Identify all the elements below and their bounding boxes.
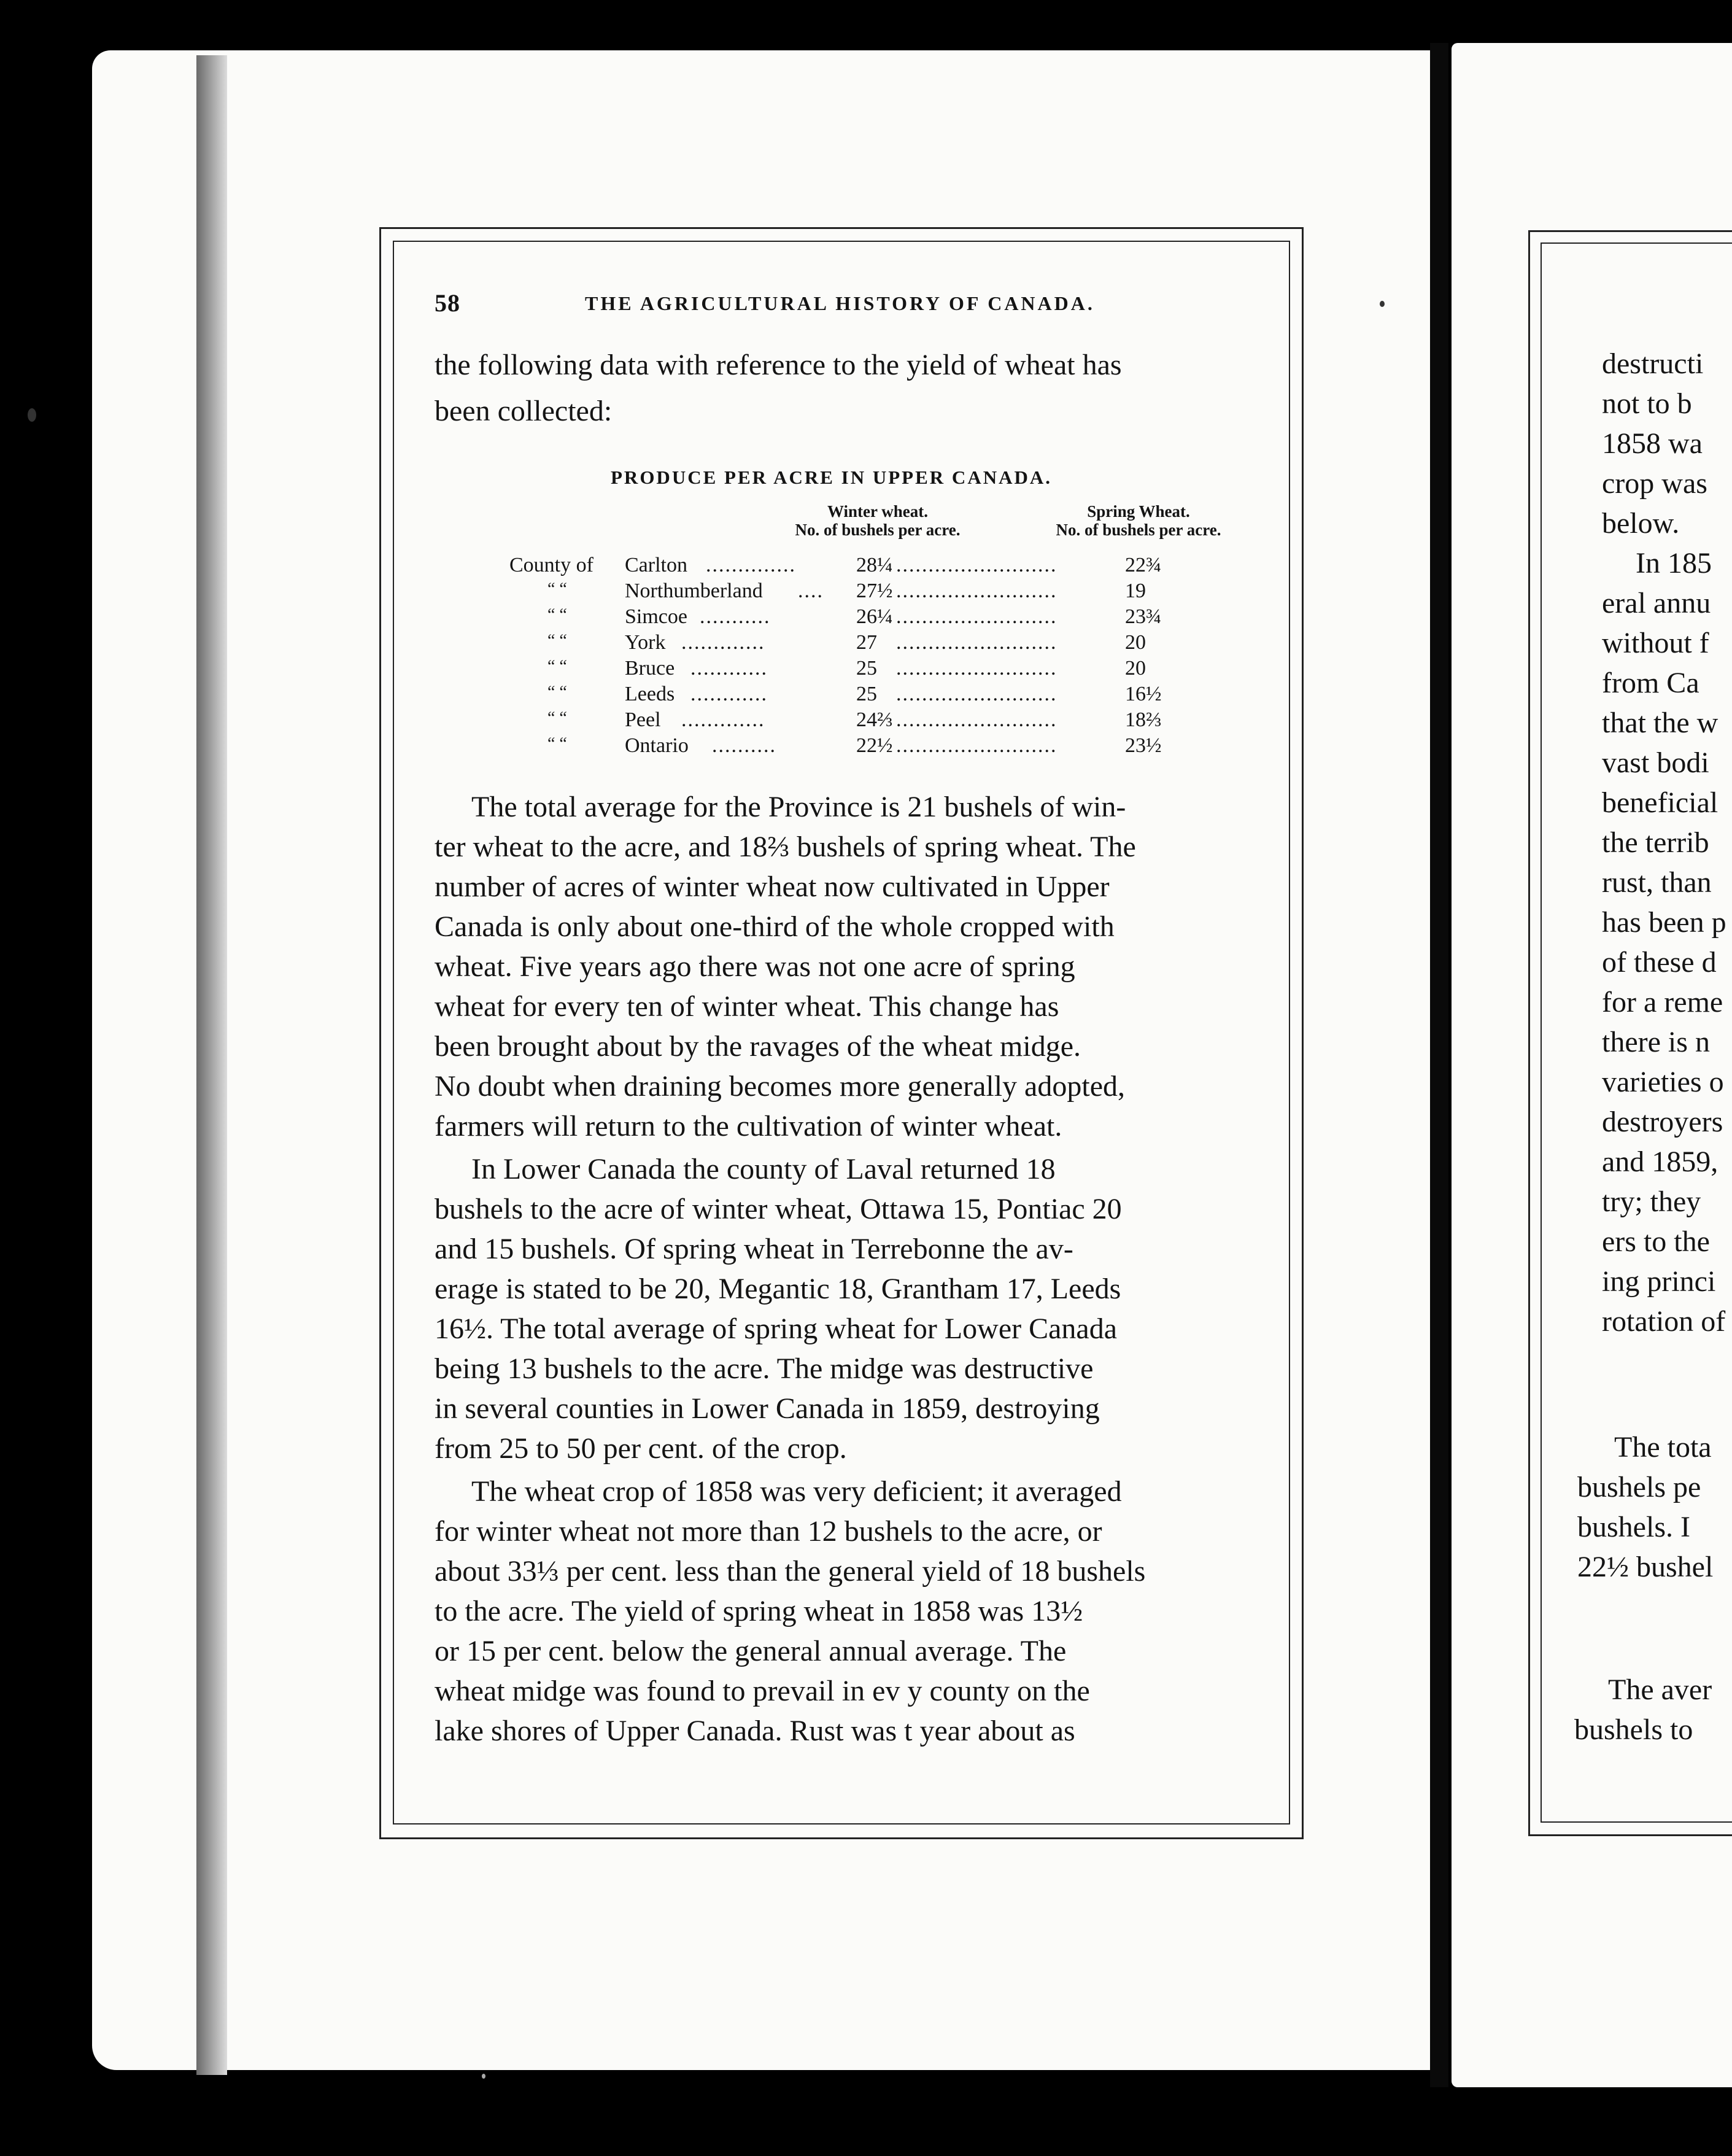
row-prefix: “ “: [547, 605, 567, 624]
right-page-line: In 185: [1636, 547, 1712, 580]
right-page-line: The aver: [1608, 1673, 1712, 1706]
right-page-line: The tota: [1614, 1431, 1712, 1464]
page-edge: [196, 55, 227, 2075]
row-prefix: “ “: [547, 631, 567, 650]
leader-dots: .........................: [896, 708, 1057, 731]
row-prefix: “ “: [547, 657, 567, 676]
right-page-line: ers to the: [1602, 1225, 1710, 1258]
right-page-line: bushels pe: [1577, 1471, 1701, 1503]
leader-dots: ..............: [706, 554, 796, 576]
row-winter: 24⅔: [856, 708, 893, 731]
row-spring: 16½: [1125, 683, 1162, 705]
leader-dots: ............: [690, 657, 768, 680]
right-page-line: there is n: [1602, 1026, 1710, 1058]
body-line: ter wheat to the acre, and 18⅔ bushels of spring wheat. The: [435, 831, 1136, 863]
row-county: Bruce: [625, 657, 675, 680]
row-spring: 20: [1125, 657, 1146, 680]
right-page-line: without f: [1602, 627, 1709, 659]
right-page-line: ing princi: [1602, 1265, 1716, 1298]
body-line: in several counties in Lower Canada in 1859, destroying: [435, 1392, 1100, 1425]
row-winter: 28¼: [856, 554, 893, 576]
leader-dots: .............: [681, 631, 765, 654]
row-spring: 20: [1125, 631, 1146, 654]
right-page-line: below.: [1602, 507, 1680, 540]
body-line: wheat for every ten of winter wheat. This change has: [435, 990, 1059, 1023]
col-header-spring-line1: Spring Wheat.: [1087, 502, 1190, 521]
row-county: Northumberland: [625, 580, 763, 602]
row-winter: 22½: [856, 734, 893, 757]
table-row: [509, 554, 1246, 580]
body-line: 16½. The total average of spring wheat for Lower Canada: [435, 1313, 1118, 1345]
page-header: [435, 289, 1275, 325]
table-title: PRODUCE PER ACRE IN UPPER CANADA.: [611, 467, 1052, 488]
table-row: [509, 580, 1246, 605]
leader-dots: .........................: [896, 631, 1057, 654]
right-page-line: of these d: [1602, 946, 1717, 979]
row-spring: 23¾: [1125, 605, 1162, 628]
body-line: been brought about by the ravages of the wheat midge.: [435, 1030, 1081, 1063]
right-page-line: from Ca: [1602, 667, 1699, 699]
leader-dots: ....: [798, 580, 824, 602]
body-line: No doubt when draining becomes more generally adopted,: [435, 1070, 1125, 1103]
row-winter: 27½: [856, 580, 893, 602]
leader-dots: .........................: [896, 605, 1057, 628]
body-line: about 33⅓ per cent. less than the general yield of 18 bushels: [435, 1555, 1146, 1588]
row-prefix: “ “: [547, 708, 567, 727]
row-winter: 27: [856, 631, 877, 654]
table-row: [509, 708, 1246, 734]
right-page-line: that the w: [1602, 707, 1718, 739]
leader-dots: .........................: [896, 554, 1057, 576]
col-header-spring: [1022, 502, 1255, 539]
row-county: Leeds: [625, 683, 675, 705]
row-prefix: “ “: [547, 683, 567, 702]
leader-dots: ...........: [700, 605, 771, 628]
table-row: [509, 683, 1246, 708]
row-spring: 18⅔: [1125, 708, 1162, 731]
right-page-line: vast bodi: [1602, 746, 1709, 779]
leader-dots: .........................: [896, 657, 1057, 680]
col-header-winter: [761, 502, 994, 539]
row-prefix: “ “: [547, 580, 567, 599]
body-line: to the acre. The yield of spring wheat in 1858 was 13½: [435, 1595, 1083, 1627]
right-page-line: bushels. I: [1577, 1511, 1690, 1543]
col-header-winter-line1: Winter wheat.: [827, 502, 928, 521]
table-row: [509, 605, 1246, 631]
body-line: bushels to the acre of winter wheat, Ottawa 15, Pontiac 20: [435, 1193, 1122, 1225]
right-page-line: for a reme: [1602, 986, 1723, 1018]
scan-speck: [482, 2074, 485, 2079]
right-page-line: try; they: [1602, 1185, 1701, 1218]
intro-line: been collected:: [435, 395, 613, 427]
row-winter: 25: [856, 657, 877, 680]
leader-dots: ..........: [712, 734, 776, 757]
body-line: The total average for the Province is 21 bushels of win-: [471, 791, 1126, 823]
leader-dots: .........................: [896, 683, 1057, 705]
right-page-line: has been p: [1602, 906, 1726, 939]
body-line: from 25 to 50 per cent. of the crop.: [435, 1432, 847, 1465]
row-winter: 26¼: [856, 605, 893, 628]
table-row: [509, 631, 1246, 657]
scan-speck: [28, 408, 36, 422]
body-line: farmers will return to the cultivation of winter wheat.: [435, 1110, 1062, 1142]
table-row: [509, 734, 1246, 760]
body-line: lake shores of Upper Canada. Rust was t year about as: [435, 1715, 1075, 1747]
right-page-line: rust, than: [1602, 866, 1712, 899]
row-county: Ontario: [625, 734, 689, 757]
right-page-line: beneficial: [1602, 786, 1718, 819]
right-page-line: not to b: [1602, 387, 1692, 420]
leader-dots: ............: [690, 683, 768, 705]
right-page-line: destroyers: [1602, 1106, 1723, 1138]
body-line: In Lower Canada the county of Laval returned 18: [471, 1153, 1056, 1185]
row-prefix: County of: [509, 554, 593, 576]
right-page-line: rotation of: [1602, 1305, 1726, 1338]
leader-dots: .........................: [896, 734, 1057, 757]
body-line: wheat midge was found to prevail in ev y county on the: [435, 1675, 1090, 1707]
right-page-line: crop was: [1602, 467, 1707, 500]
row-spring: 19: [1125, 580, 1146, 602]
page-number: 58: [435, 289, 460, 317]
body-line: and 15 bushels. Of spring wheat in Terrebonne the av-: [435, 1233, 1073, 1265]
col-header-spring-line2: No. of bushels per acre.: [1056, 521, 1221, 539]
row-county: Carlton: [625, 554, 687, 576]
body-line: erage is stated to be 20, Megantic 18, Grantham 17, Leeds: [435, 1273, 1121, 1305]
col-header-winter-line2: No. of bushels per acre.: [795, 521, 961, 539]
right-page-line: and 1859,: [1602, 1146, 1718, 1178]
row-county: York: [625, 631, 666, 654]
leader-dots: .........................: [896, 580, 1057, 602]
row-county: Simcoe: [625, 605, 687, 628]
body-line: The wheat crop of 1858 was very deficient; it averaged: [471, 1475, 1122, 1508]
table-row: [509, 657, 1246, 683]
leader-dots: .............: [681, 708, 765, 731]
gutter: [1430, 43, 1448, 2087]
right-page-line: destructi: [1602, 347, 1704, 380]
intro-line: the following data with reference to the yield of wheat has: [435, 349, 1122, 381]
right-page-line: eral annu: [1602, 587, 1711, 619]
row-spring: 23½: [1125, 734, 1162, 757]
row-county: Peel: [625, 708, 661, 731]
row-prefix: “ “: [547, 734, 567, 753]
row-winter: 25: [856, 683, 877, 705]
body-line: for winter wheat not more than 12 bushels to the acre, or: [435, 1515, 1102, 1548]
running-head: THE AGRICULTURAL HISTORY OF CANADA.: [585, 292, 1095, 314]
body-line: or 15 per cent. below the general annual average. The: [435, 1635, 1067, 1667]
right-page-line: 22½ bushel: [1577, 1551, 1714, 1583]
row-spring: 22¾: [1125, 554, 1162, 576]
right-page-line: 1858 wa: [1602, 427, 1703, 460]
body-line: number of acres of winter wheat now cultivated in Upper: [435, 871, 1110, 903]
body-line: being 13 bushels to the acre. The midge was destructive: [435, 1352, 1094, 1385]
right-page-line: the terrib: [1602, 826, 1709, 859]
right-page-line: varieties o: [1602, 1066, 1724, 1098]
body-line: wheat. Five years ago there was not one acre of spring: [435, 950, 1075, 983]
scan-speck: [1380, 301, 1385, 307]
right-page-line: bushels to: [1574, 1713, 1693, 1746]
body-line: Canada is only about one-third of the whole cropped with: [435, 910, 1115, 943]
